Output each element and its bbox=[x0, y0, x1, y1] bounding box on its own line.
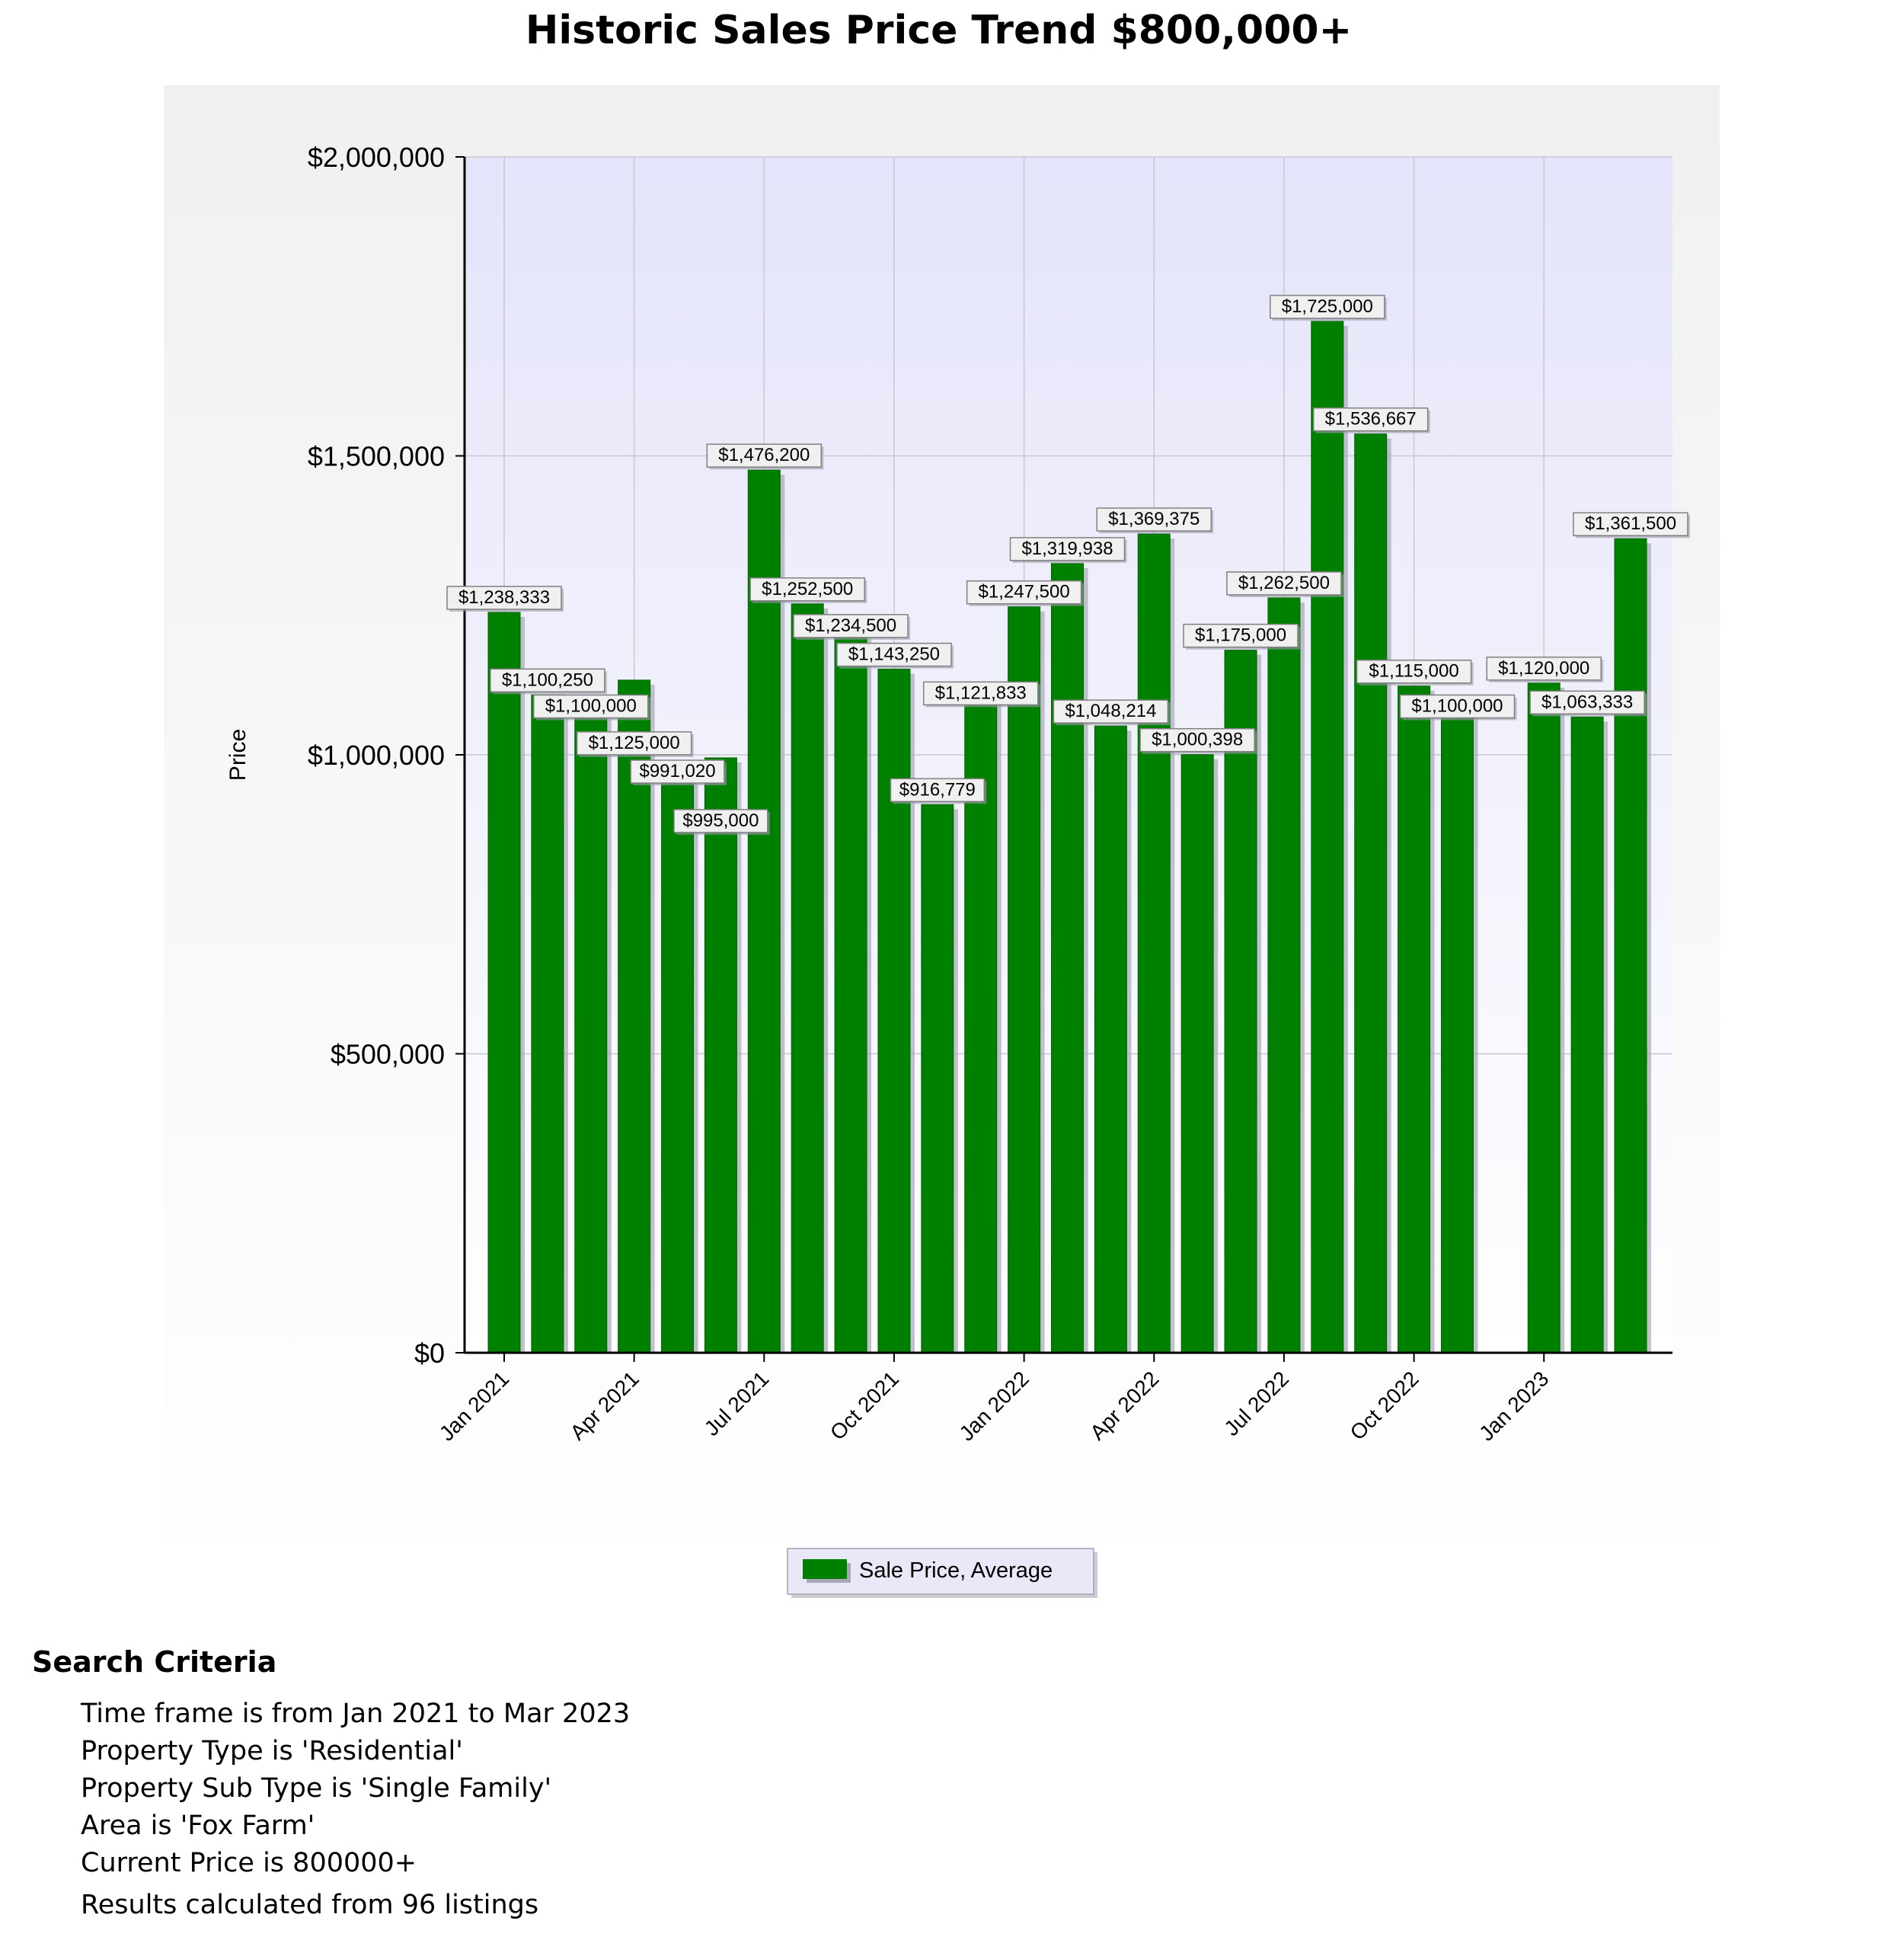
search-criteria bbox=[32, 1645, 630, 1920]
data-label bbox=[577, 732, 694, 757]
data-label-text: $916,779 bbox=[899, 779, 976, 801]
bar bbox=[1615, 539, 1647, 1353]
data-label bbox=[1530, 691, 1647, 716]
data-label-text: $1,476,200 bbox=[718, 445, 810, 466]
y-tick-label: $2,000,000 bbox=[307, 142, 445, 173]
x-tick-label: Apr 2021 bbox=[565, 1366, 644, 1445]
data-label-text: $1,063,333 bbox=[1541, 692, 1634, 713]
data-label-text: $1,100,250 bbox=[501, 670, 593, 691]
data-label bbox=[1227, 572, 1343, 597]
bar bbox=[488, 612, 520, 1353]
data-label-text: $1,319,938 bbox=[1021, 538, 1113, 559]
x-tick-label: Jan 2021 bbox=[434, 1366, 514, 1446]
criteria-item: Property Type is 'Residential' bbox=[81, 1736, 463, 1766]
data-label bbox=[1487, 657, 1603, 682]
bar bbox=[922, 804, 954, 1353]
x-tick-label: Oct 2021 bbox=[825, 1366, 904, 1445]
bar bbox=[1138, 534, 1170, 1353]
bar bbox=[1052, 564, 1084, 1353]
bar bbox=[1571, 717, 1603, 1353]
criteria-heading: Search Criteria bbox=[32, 1645, 277, 1679]
bar bbox=[1181, 755, 1213, 1353]
data-label bbox=[924, 682, 1040, 707]
legend-label: Sale Price, Average bbox=[859, 1558, 1053, 1583]
data-label-text: $1,100,000 bbox=[545, 695, 637, 717]
y-tick-label: $500,000 bbox=[330, 1038, 445, 1070]
data-label-text: $1,121,833 bbox=[934, 682, 1027, 704]
data-label-text: $1,252,500 bbox=[762, 578, 854, 599]
bar bbox=[1008, 607, 1040, 1353]
data-label-text: $1,369,375 bbox=[1108, 509, 1200, 530]
data-label-text: $1,361,500 bbox=[1584, 513, 1677, 535]
x-tick-label: Jan 2022 bbox=[954, 1366, 1033, 1446]
data-label bbox=[750, 578, 867, 603]
data-label bbox=[1357, 660, 1474, 686]
bar bbox=[532, 695, 564, 1353]
bar bbox=[1094, 726, 1126, 1353]
criteria-item: Current Price is 800000+ bbox=[81, 1848, 417, 1878]
data-label-text: $1,125,000 bbox=[588, 732, 680, 753]
y-tick-label: $0 bbox=[414, 1338, 445, 1369]
data-label-text: $1,115,000 bbox=[1369, 660, 1459, 682]
data-label-text: $1,175,000 bbox=[1194, 625, 1287, 646]
data-label bbox=[1184, 625, 1300, 650]
data-label bbox=[1573, 513, 1690, 538]
bar bbox=[662, 760, 694, 1353]
bar bbox=[1398, 686, 1430, 1353]
criteria-item: Time frame is from Jan 2021 to Mar 2023 bbox=[81, 1699, 631, 1729]
x-tick-label: Oct 2022 bbox=[1345, 1366, 1423, 1445]
y-tick-label: $1,000,000 bbox=[307, 740, 445, 771]
data-label-text: $1,536,667 bbox=[1324, 408, 1417, 430]
legend bbox=[787, 1548, 1097, 1598]
data-label bbox=[1053, 700, 1170, 725]
criteria-item: Area is 'Fox Farm' bbox=[81, 1811, 315, 1841]
bar bbox=[575, 695, 607, 1354]
bar bbox=[878, 670, 910, 1353]
data-label bbox=[794, 615, 910, 640]
results-count: Results calculated from 96 listings bbox=[81, 1890, 539, 1920]
bar bbox=[1441, 695, 1473, 1354]
legend-swatch bbox=[803, 1559, 847, 1579]
bar bbox=[1268, 598, 1300, 1353]
data-label-text: $1,234,500 bbox=[805, 615, 897, 636]
data-label-text: $1,262,500 bbox=[1238, 572, 1330, 593]
bar bbox=[1311, 321, 1343, 1353]
data-label-text: $995,000 bbox=[682, 810, 759, 831]
criteria-list bbox=[32, 1696, 630, 1882]
data-label bbox=[1011, 538, 1127, 563]
x-tick-label: Apr 2022 bbox=[1085, 1366, 1164, 1445]
data-label bbox=[1400, 695, 1516, 721]
x-tick-label: Jul 2022 bbox=[1219, 1366, 1294, 1441]
data-label-text: $991,020 bbox=[639, 761, 716, 782]
legend-box bbox=[787, 1548, 1097, 1598]
data-label bbox=[447, 586, 564, 612]
y-axis-title: Price bbox=[225, 728, 251, 781]
data-label bbox=[967, 581, 1084, 606]
y-tick-label: $1,500,000 bbox=[307, 440, 445, 472]
x-tick-label: Jul 2021 bbox=[699, 1366, 774, 1441]
data-label bbox=[1140, 729, 1257, 754]
data-label bbox=[707, 444, 823, 469]
data-label-text: $1,120,000 bbox=[1498, 657, 1590, 679]
data-label bbox=[631, 760, 727, 785]
bar bbox=[704, 758, 736, 1353]
data-label bbox=[674, 810, 770, 835]
x-tick-label: Jan 2023 bbox=[1474, 1366, 1554, 1446]
data-label-text: $1,238,333 bbox=[458, 586, 551, 608]
data-label bbox=[1314, 408, 1430, 433]
data-label bbox=[890, 778, 986, 804]
bar bbox=[791, 604, 823, 1353]
data-label-text: $1,000,398 bbox=[1152, 729, 1244, 750]
data-label-text: $1,048,214 bbox=[1065, 701, 1157, 722]
data-label bbox=[534, 695, 650, 721]
data-label-text: $1,143,250 bbox=[848, 644, 941, 665]
data-label-text: $1,247,500 bbox=[978, 581, 1070, 602]
data-label bbox=[490, 669, 607, 694]
bar bbox=[835, 615, 867, 1353]
data-label bbox=[1270, 296, 1387, 321]
data-label bbox=[1097, 508, 1213, 533]
chart-title: Historic Sales Price Trend $800,000+ bbox=[525, 8, 1353, 53]
bar bbox=[1355, 434, 1387, 1353]
criteria-item: Property Sub Type is 'Single Family' bbox=[81, 1773, 552, 1804]
data-label-text: $1,725,000 bbox=[1281, 296, 1373, 317]
bar bbox=[1528, 683, 1560, 1353]
bar bbox=[1225, 650, 1257, 1353]
data-label-text: $1,100,000 bbox=[1411, 695, 1503, 717]
data-label bbox=[837, 644, 954, 669]
